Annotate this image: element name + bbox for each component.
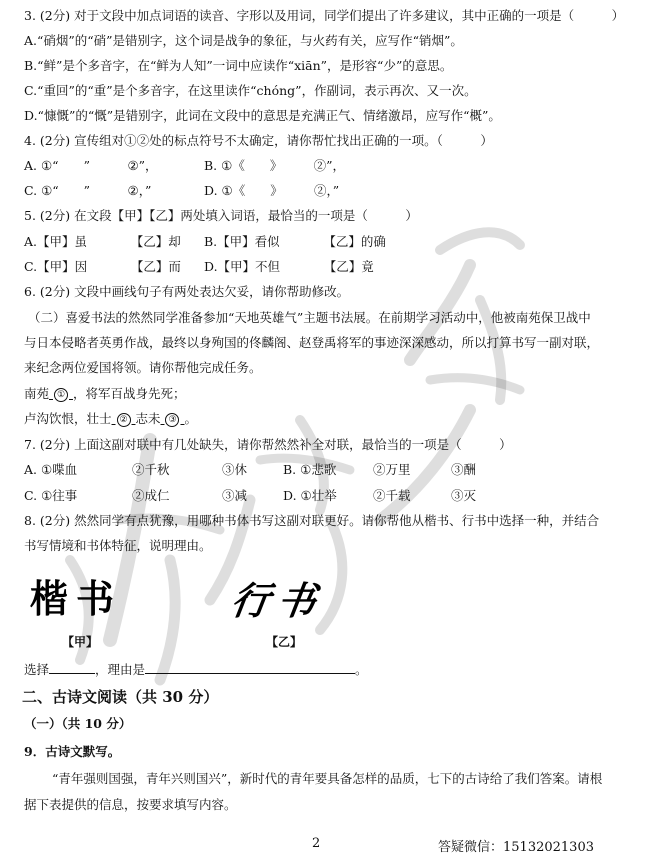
q7-option-a1: A. ①喋血 (24, 462, 78, 477)
section2-para2: 据下表提供的信息，按要求填写内容。 (24, 797, 237, 812)
q3-option-a: A.“硝烟”的“硝”是错别字，这个词是战争的象征，与火药有关，应写作“销烟”。 (24, 33, 463, 48)
q7-option-a3: ③休 (222, 462, 248, 477)
q7-option-c1: C. ①往事 (24, 488, 78, 503)
reason-blank[interactable] (145, 661, 355, 674)
choose-blank[interactable] (49, 661, 95, 674)
blank-1-marker: ① (54, 388, 68, 402)
couplet-lower-start: 卢沟饮恨，壮士 (24, 411, 112, 426)
q4-option-d: D. ①《 》 ②，” (204, 183, 340, 198)
couplet-blank-1 (49, 386, 73, 401)
q8-answer-line (24, 661, 368, 678)
q9-title: 9．古诗文默写。 (24, 744, 121, 759)
tag-yi: 【乙】 (266, 635, 303, 649)
couplet-upper-start: 南苑 (24, 386, 50, 401)
q4-stem: 4. (2分) 宣传组对①②处的标点符号不太确定，请你帮忙找出正确的一项。（ ） (24, 133, 493, 148)
xingshu-calligraphy: 行书 (228, 578, 327, 623)
couplet-upper (24, 386, 186, 402)
q3-stem: 3. (2分) 对于文段中加点词语的读音、字形以及用词，同学们提出了许多建议，其中正确的一项是（ ） (24, 8, 625, 23)
section2-subtitle: （一）（共 10 分） (24, 716, 132, 731)
q4-option-c: C. ①“ ” ②，” (24, 183, 152, 198)
q5-option-d: D.【甲】不但 【乙】竟 (204, 259, 374, 274)
part2-line1: （二）喜爱书法的然然同学准备参加“天地英雄气”主题书法展。在前期学习活动中，他被南苑保卫战中 (28, 310, 591, 325)
couplet-blank-3 (161, 411, 185, 426)
q7-option-b3: ③酬 (451, 462, 477, 477)
q7-option-b2: ②万里 (373, 462, 411, 477)
q5-option-b: B.【甲】看似 【乙】的确 (204, 234, 386, 249)
answer-end: 。 (355, 662, 368, 677)
reason-label: ，理由是 (95, 662, 146, 677)
part2-line2: 与日本侵略者英勇作战，最终以身殉国的佟麟阁、赵登禹将军的事迹深深感动，所以打算书写一副对联， (24, 335, 600, 350)
q7-option-d1: D. ①壮举 (283, 488, 337, 503)
q7-stem: 7. (2分) 上面这副对联中有几处缺失，请你帮然然补全对联，最恰当的一项是（ ） (24, 437, 512, 452)
tag-jia: 【甲】 (62, 635, 99, 649)
blank-3-marker: ③ (165, 413, 179, 427)
blank-2-marker: ② (117, 413, 131, 427)
kaishu-calligraphy: 楷书 (30, 577, 123, 621)
q5-option-a: A.【甲】虽 【乙】却 (24, 234, 181, 249)
q7-option-d2: ②千载 (373, 488, 411, 503)
q8-line1: 8. (2分) 然然同学有点犹豫，用哪种书体书写这副对联更好。请你帮他从楷书、行书中选择一种，并结合 (24, 513, 600, 528)
page-number: 2 (312, 836, 321, 851)
section2-para1: “青年强则国强，青年兴则国兴”，新时代的青年要具备怎样的品质，七下的古诗给了我们答案。请根 (52, 771, 603, 786)
couplet-lower-mid: 志未 (135, 411, 161, 426)
q3-option-c: C.“重回”的“重”是个多音字，在这里读作“chóng”，作副词，表示再次、又一次。 (24, 83, 477, 98)
q4-option-a: A. ①“ ” ②”， (24, 158, 158, 173)
footer-contact: 答疑微信：15132021303 (438, 840, 594, 855)
q3-option-d: D.“慷慨”的“慨”是错别字，此词在文段中的意思是充满正气、情绪激昂，应写作“概”。 (24, 108, 501, 123)
q8-line2: 书写情境和书体特征，说明理由。 (24, 538, 212, 553)
q7-option-c2: ②成仁 (132, 488, 170, 503)
q7-option-c3: ③减 (222, 488, 248, 503)
q5-option-c: C.【甲】因 【乙】而 (24, 259, 181, 274)
section2-title: 二、古诗文阅读（共 30 分） (22, 688, 219, 706)
q3-option-b: B.“鲜”是个多音字，在“鲜为人知”一词中应读作“xiān”，是形容“少”的意思。 (24, 58, 453, 73)
q5-stem: 5. (2分) 在文段【甲】【乙】两处填入词语，最恰当的一项是（ ） (24, 208, 418, 223)
q7-option-a2: ②千秋 (132, 462, 170, 477)
couplet-lower-end: 。 (184, 411, 197, 426)
couplet-blank-2 (112, 411, 136, 426)
q7-option-b1: B. ①悲歌 (283, 462, 337, 477)
q4-option-b: B. ①《 》 ②”， (204, 158, 345, 173)
q6-stem: 6. (2分) 文段中画线句子有两处表达欠妥，请你帮助修改。 (24, 284, 350, 299)
couplet-lower (24, 411, 197, 427)
couplet-upper-end: ，将军百战身先死； (72, 386, 186, 401)
part2-line3: 来纪念两位爱国将领。请你帮他完成任务。 (24, 360, 262, 375)
q7-option-d3: ③灭 (451, 488, 477, 503)
choose-label: 选择 (24, 662, 50, 677)
